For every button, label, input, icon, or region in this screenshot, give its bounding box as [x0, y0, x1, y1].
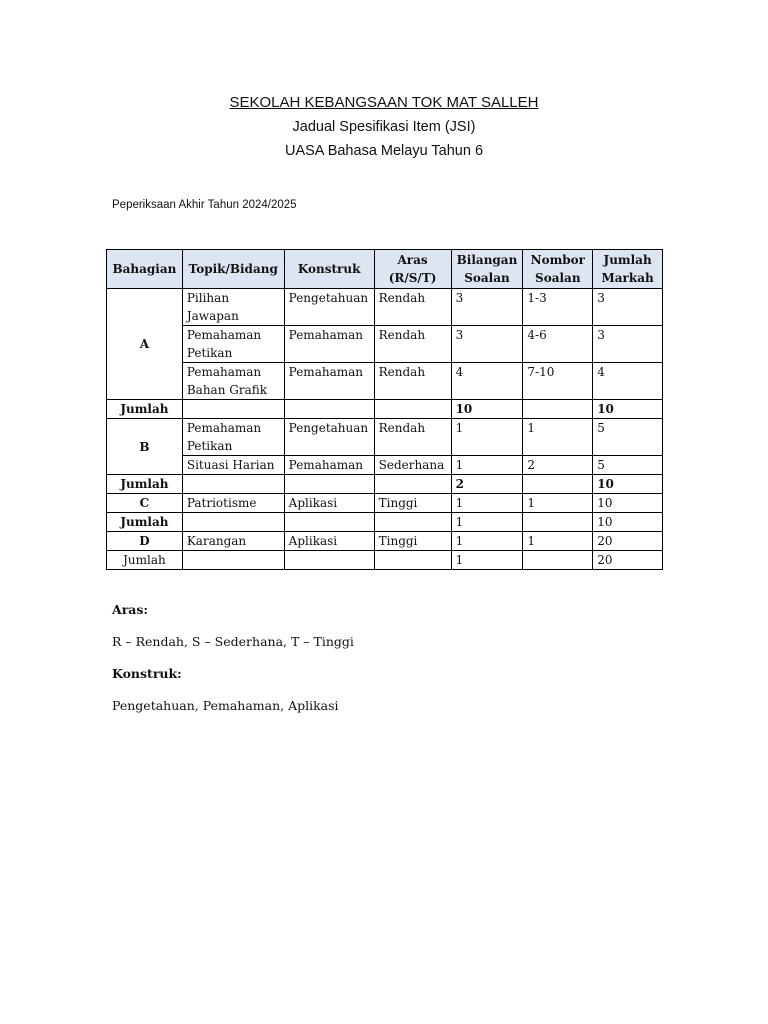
- level-cell: Tinggi: [374, 494, 451, 513]
- exam-name: Peperiksaan Akhir Tahun 2024/2025: [112, 199, 297, 211]
- table-row: [107, 456, 663, 475]
- table-row: [107, 494, 663, 513]
- total-question-count: 1: [451, 551, 523, 570]
- construct-legend-text: Pengetahuan, Pemahaman, Aplikasi: [112, 698, 339, 713]
- question-number-cell: 2: [523, 456, 593, 475]
- header-bahagian: Bahagian: [107, 250, 183, 289]
- header-konstruk: Konstruk: [284, 250, 374, 289]
- marks-cell: 4: [593, 363, 663, 400]
- empty-cell: [182, 400, 284, 419]
- total-marks: 10: [593, 513, 663, 532]
- construct-cell: Pemahaman: [284, 456, 374, 475]
- empty-cell: [284, 475, 374, 494]
- topic-cell: Pemahaman Petikan: [182, 326, 284, 363]
- empty-cell: [284, 400, 374, 419]
- marks-cell: 10: [593, 494, 663, 513]
- empty-cell: [523, 513, 593, 532]
- question-number-cell: 7-10: [523, 363, 593, 400]
- total-row: [107, 551, 663, 570]
- marks-cell: 5: [593, 456, 663, 475]
- empty-cell: [182, 513, 284, 532]
- table-row: [107, 363, 663, 400]
- empty-cell: [374, 551, 451, 570]
- total-question-count: 2: [451, 475, 523, 494]
- marks-cell: 3: [593, 326, 663, 363]
- empty-cell: [374, 513, 451, 532]
- document-title: Jadual Spesifikasi Item (JSI): [292, 119, 476, 135]
- header-aras: Aras (R/S/T): [374, 250, 451, 289]
- total-row: [107, 400, 663, 419]
- table-row: [107, 532, 663, 551]
- header-nombor: Nombor Soalan: [523, 250, 593, 289]
- empty-cell: [523, 475, 593, 494]
- level-cell: Rendah: [374, 326, 451, 363]
- empty-cell: [523, 551, 593, 570]
- total-label: Jumlah: [107, 475, 183, 494]
- topic-cell: Pemahaman Bahan Grafik: [182, 363, 284, 400]
- question-number-cell: 1: [523, 532, 593, 551]
- total-marks: 10: [593, 475, 663, 494]
- total-row: [107, 513, 663, 532]
- empty-cell: [284, 513, 374, 532]
- total-marks: 10: [593, 400, 663, 419]
- question-number-cell: 1-3: [523, 289, 593, 326]
- total-label: Jumlah: [107, 400, 183, 419]
- question-count-cell: 1: [451, 456, 523, 475]
- question-count-cell: 1: [451, 419, 523, 456]
- total-label: Jumlah: [107, 551, 183, 570]
- level-legend-heading: Aras:: [112, 602, 149, 617]
- total-label: Jumlah: [107, 513, 183, 532]
- empty-cell: [284, 551, 374, 570]
- table-row: [107, 419, 663, 456]
- header-bilangan: Bilangan Soalan: [451, 250, 523, 289]
- empty-cell: [182, 551, 284, 570]
- section-cell: D: [107, 532, 183, 551]
- table-header-row: [107, 250, 663, 289]
- topic-cell: Pemahaman Petikan: [182, 419, 284, 456]
- level-cell: Rendah: [374, 363, 451, 400]
- level-cell: Sederhana: [374, 456, 451, 475]
- question-count-cell: 3: [451, 326, 523, 363]
- level-cell: Rendah: [374, 289, 451, 326]
- question-count-cell: 3: [451, 289, 523, 326]
- empty-cell: [523, 400, 593, 419]
- level-cell: Rendah: [374, 419, 451, 456]
- construct-cell: Pengetahuan: [284, 419, 374, 456]
- construct-cell: Aplikasi: [284, 494, 374, 513]
- marks-cell: 20: [593, 532, 663, 551]
- section-cell: C: [107, 494, 183, 513]
- empty-cell: [182, 475, 284, 494]
- marks-cell: 5: [593, 419, 663, 456]
- question-number-cell: 1: [523, 419, 593, 456]
- total-row: [107, 475, 663, 494]
- question-count-cell: 1: [451, 532, 523, 551]
- total-marks: 20: [593, 551, 663, 570]
- topic-cell: Situasi Harian: [182, 456, 284, 475]
- question-count-cell: 4: [451, 363, 523, 400]
- question-number-cell: 4-6: [523, 326, 593, 363]
- table-row: [107, 289, 663, 326]
- question-number-cell: 1: [523, 494, 593, 513]
- school-name: SEKOLAH KEBANGSAAN TOK MAT SALLEH: [229, 94, 539, 111]
- construct-cell: Pemahaman: [284, 363, 374, 400]
- topic-cell: Karangan: [182, 532, 284, 551]
- construct-legend-heading: Konstruk:: [112, 666, 182, 681]
- specification-table: [106, 249, 663, 570]
- level-cell: Tinggi: [374, 532, 451, 551]
- construct-cell: Pemahaman: [284, 326, 374, 363]
- construct-cell: Pengetahuan: [284, 289, 374, 326]
- header-topik: Topik/Bidang: [182, 250, 284, 289]
- topic-cell: Pilihan Jawapan: [182, 289, 284, 326]
- topic-cell: Patriotisme: [182, 494, 284, 513]
- construct-cell: Aplikasi: [284, 532, 374, 551]
- section-cell: A: [107, 289, 183, 400]
- total-question-count: 10: [451, 400, 523, 419]
- marks-cell: 3: [593, 289, 663, 326]
- table-row: [107, 326, 663, 363]
- section-cell: B: [107, 419, 183, 475]
- total-question-count: 1: [451, 513, 523, 532]
- subject-title: UASA Bahasa Melayu Tahun 6: [284, 143, 484, 159]
- level-legend-text: R – Rendah, S – Sederhana, T – Tinggi: [112, 634, 354, 649]
- empty-cell: [374, 400, 451, 419]
- header-markah: Jumlah Markah: [593, 250, 663, 289]
- question-count-cell: 1: [451, 494, 523, 513]
- empty-cell: [374, 475, 451, 494]
